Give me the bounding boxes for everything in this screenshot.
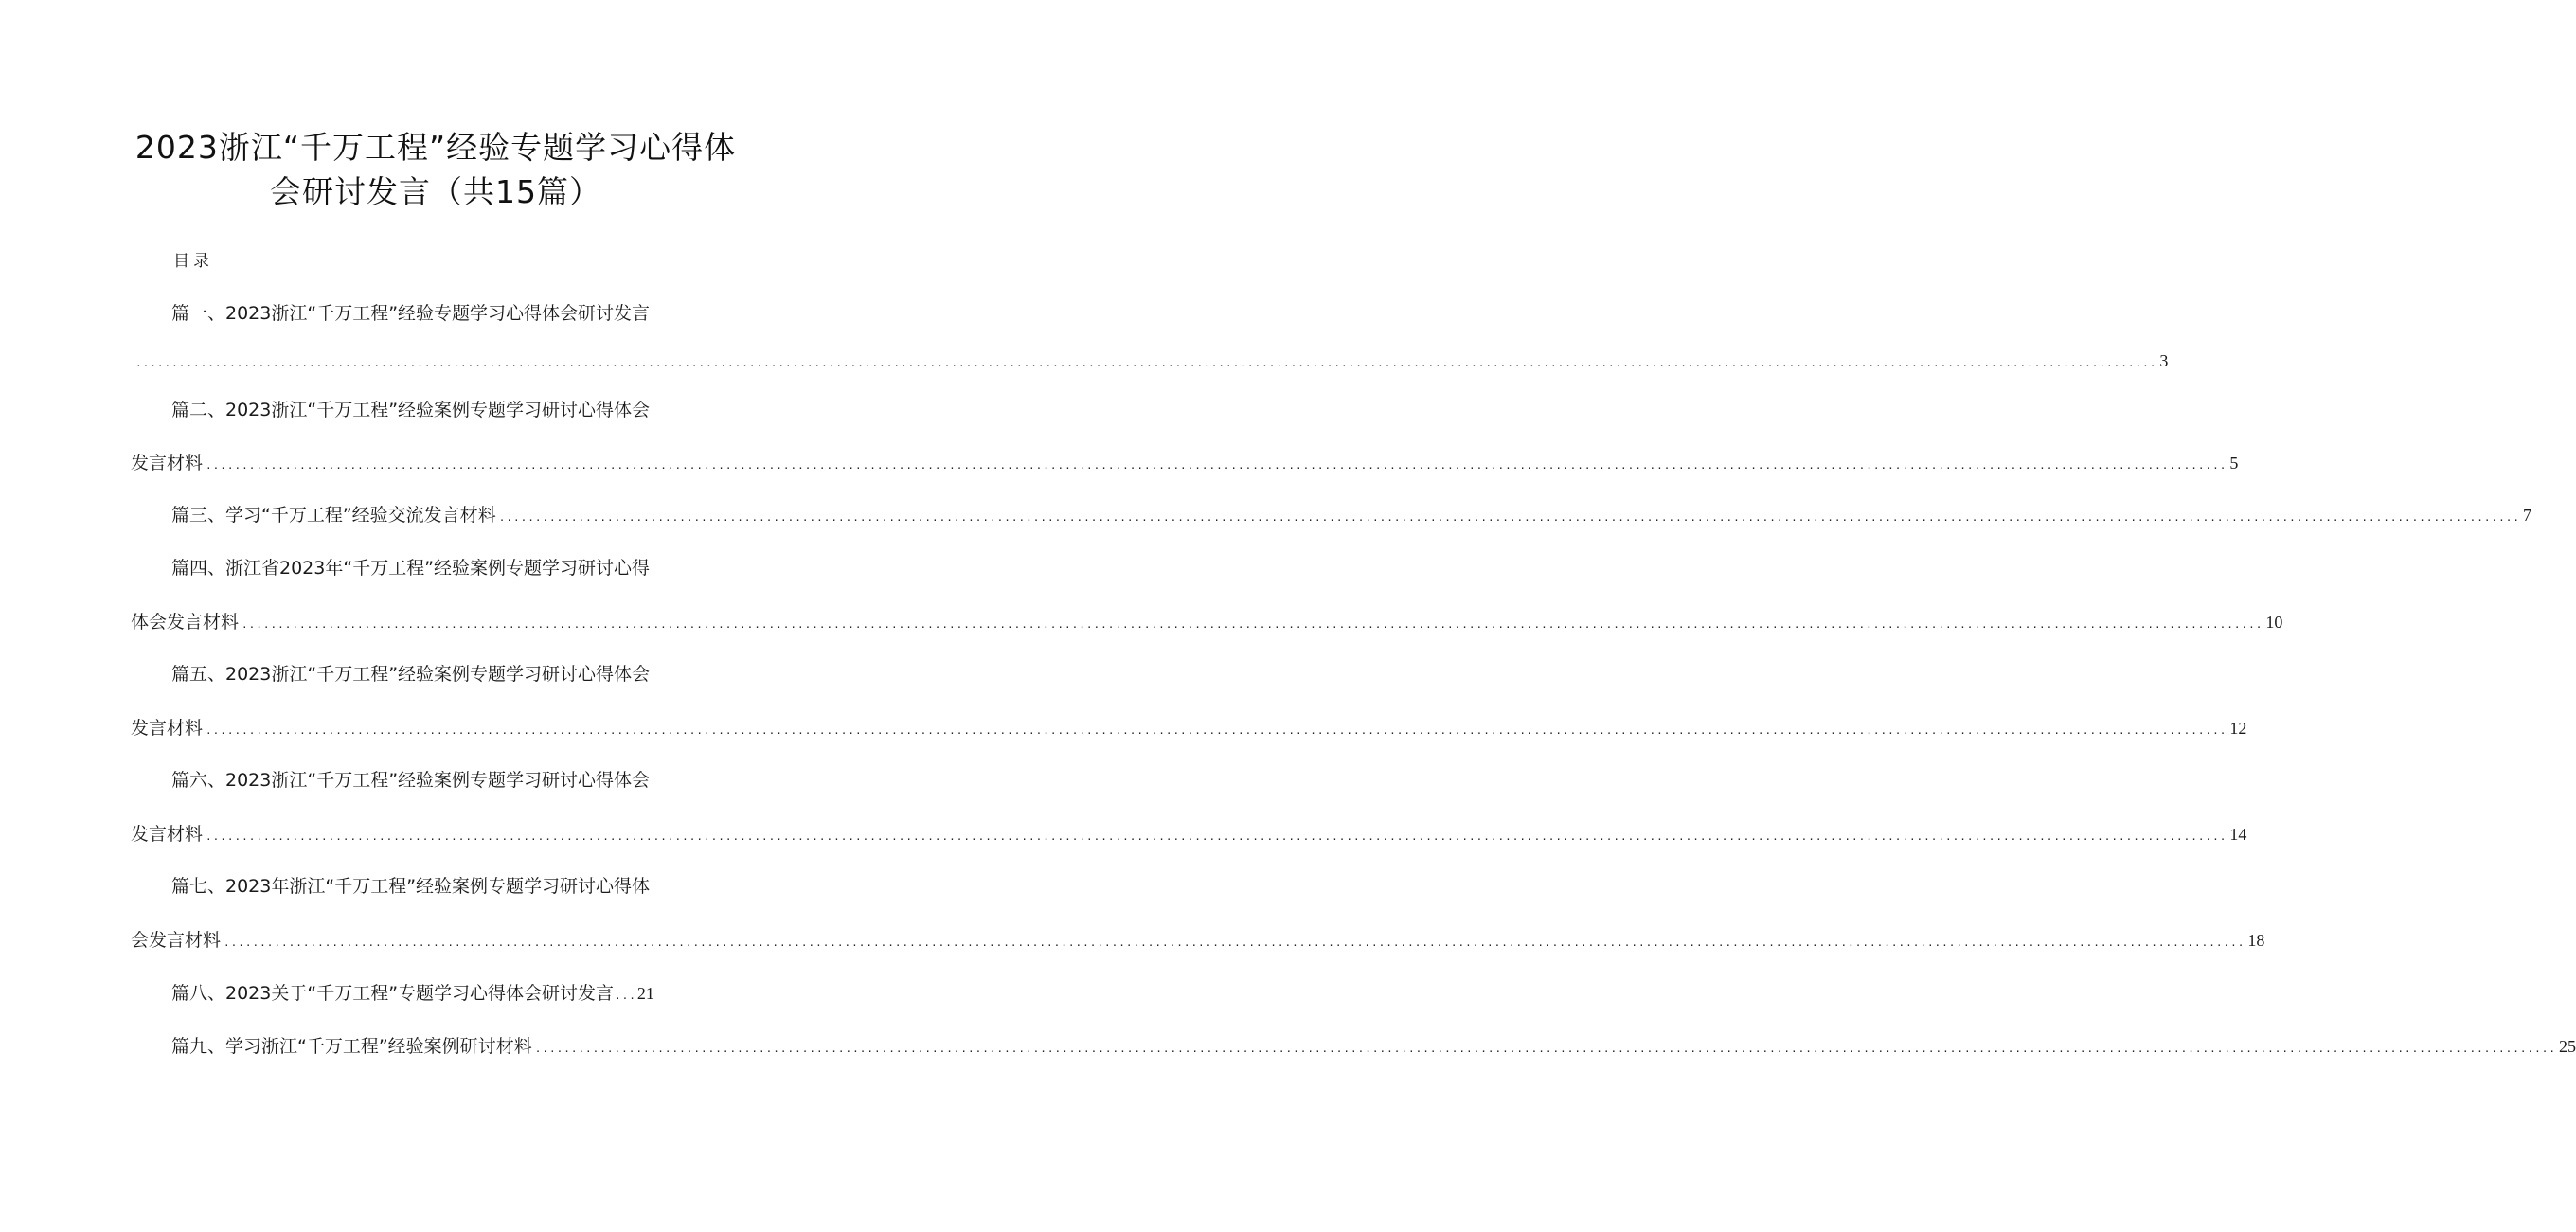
page-number: 5 — [2229, 454, 2239, 473]
page-number: 25 — [2559, 1037, 2576, 1056]
toc-entry-7-title[interactable]: 篇七、2023年浙江“千万工程”经验案例专题学习研讨心得体 — [171, 876, 651, 897]
toc-entry-6-leader-row[interactable] — [131, 821, 2247, 848]
page-number: 18 — [2247, 931, 2265, 950]
dot-leader: ........................................................................................................................................................................................................................................................................................ — [206, 830, 2227, 843]
entry-title-text: 篇三、学习“千万工程”经验交流发言材料 — [171, 505, 496, 526]
page-number: 14 — [2229, 825, 2247, 844]
dot-leader: ........................................................................................................................................................................................................................................................................................ — [498, 511, 2521, 524]
toc-entry-8-row[interactable] — [171, 980, 688, 1007]
dot-leader: ........................................................................................................................................................................................................................................................................................ — [242, 618, 2263, 631]
document-title-line-2: 会研讨发言（共15篇） — [270, 173, 601, 210]
toc-entry-2-title[interactable]: 篇二、2023浙江“千万工程”经验案例专题学习研讨心得体会 — [171, 400, 651, 420]
toc-entry-1-title[interactable]: 篇一、2023浙江“千万工程”经验专题学习心得体会研讨发言 — [171, 303, 651, 324]
page-number: 3 — [2159, 351, 2169, 370]
toc-entry-4-leader-row[interactable] — [131, 609, 2283, 635]
entry-tail-text: 发言材料 — [131, 718, 204, 739]
toc-entry-3-row[interactable] — [171, 502, 2532, 528]
dot-leader: ........................................................................................................................................................................................................................................................................................ — [206, 724, 2227, 737]
dot-leader: ........................................................................................................................................................................................................................................................................................ — [534, 1043, 2557, 1055]
entry-title-text: 篇九、学习浙江“千万工程”经验案例研讨材料 — [171, 1036, 532, 1057]
page-number: 10 — [2265, 613, 2283, 632]
toc-entry-9-row[interactable] — [171, 1033, 2576, 1060]
page-number: 12 — [2229, 719, 2247, 738]
toc-entry-7-leader-row[interactable] — [131, 927, 2265, 954]
toc-heading: 目录 — [173, 252, 213, 271]
toc-entry-4-title[interactable]: 篇四、浙江省2023年“千万工程”经验案例专题学习研讨心得 — [171, 558, 651, 579]
dot-leader: ........................................................................................................................................................................................................................................................................................ — [135, 357, 2157, 369]
toc-entry-5-leader-row[interactable] — [131, 715, 2247, 741]
entry-title-text: 篇八、2023关于“千万工程”专题学习心得体会研讨发言 — [171, 983, 615, 1004]
toc-entry-6-title[interactable]: 篇六、2023浙江“千万工程”经验案例专题学习研讨心得体会 — [171, 770, 651, 791]
entry-tail-text: 体会发言材料 — [131, 612, 240, 633]
entry-tail-text: 会发言材料 — [131, 930, 222, 951]
toc-entry-2-leader-row[interactable] — [131, 450, 2239, 476]
toc-entry-1-leader-row[interactable] — [133, 348, 2169, 374]
page-number: 21 — [636, 984, 654, 1003]
document-title-line-1: 2023浙江“千万工程”经验专题学习心得体 — [134, 129, 737, 166]
entry-tail-text: 发言材料 — [131, 824, 204, 845]
toc-entry-5-title[interactable]: 篇五、2023浙江“千万工程”经验案例专题学习研讨心得体会 — [171, 664, 651, 685]
dot-leader: ........................................................................................................................................................................................................................................................................................ — [206, 459, 2227, 472]
entry-tail-text: 发言材料 — [131, 453, 204, 473]
page-number: 7 — [2523, 506, 2532, 525]
dot-leader: ........................................................................................................................................................................................................................................................................................ — [224, 937, 2245, 949]
dot-leader: ... — [615, 990, 636, 1002]
